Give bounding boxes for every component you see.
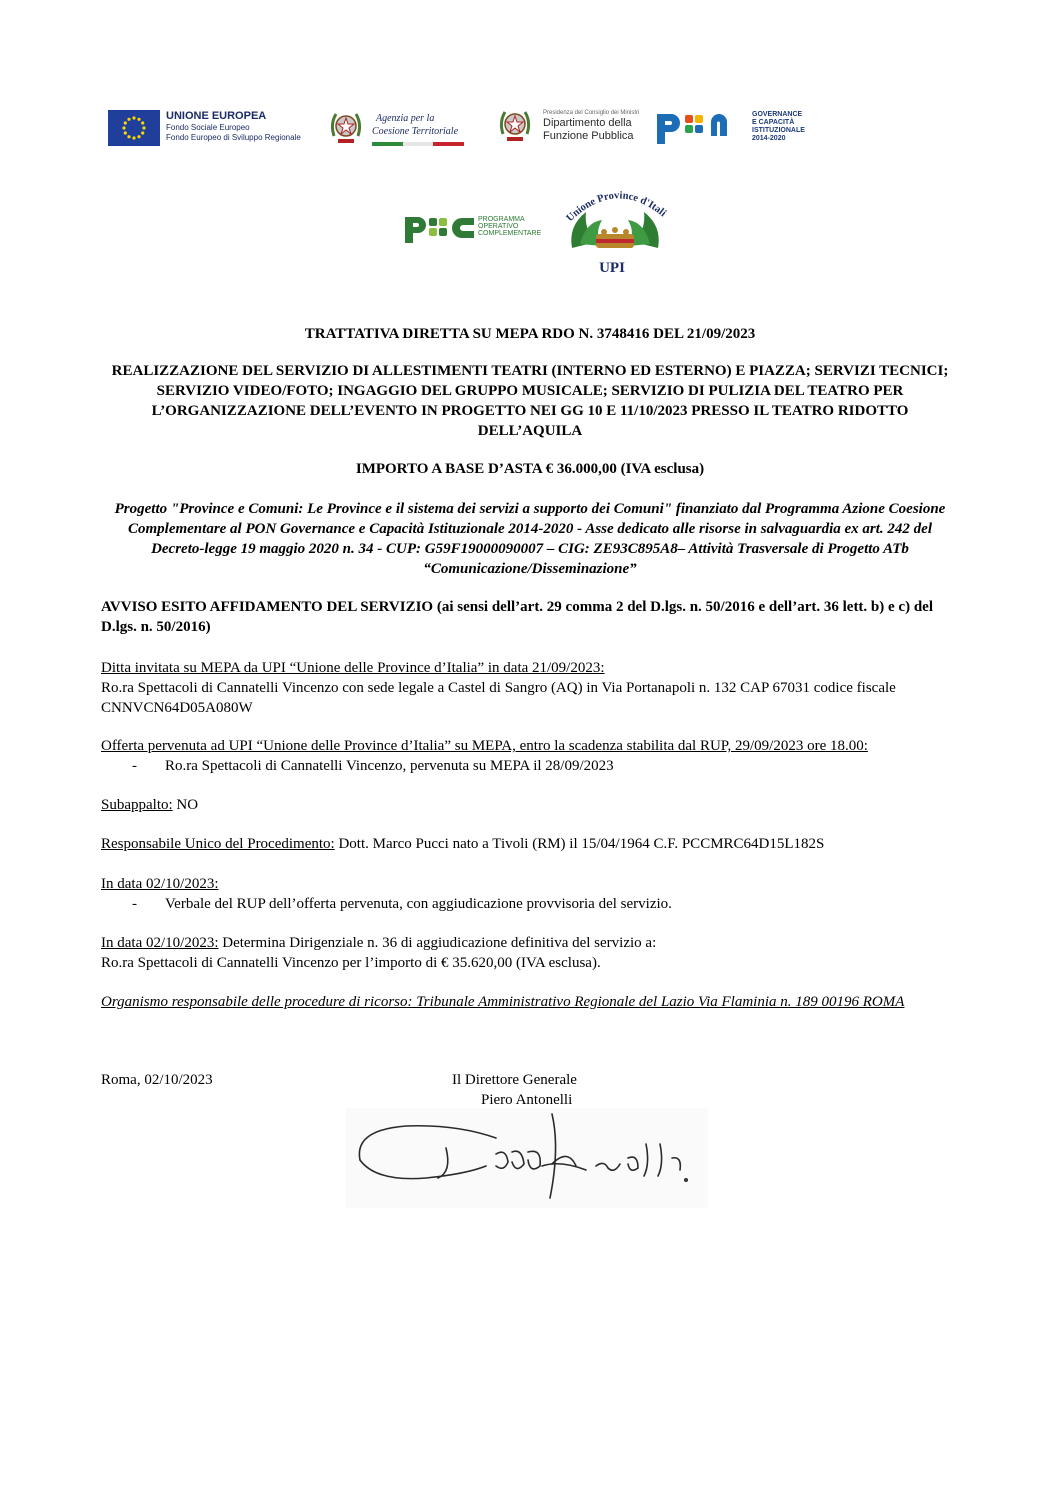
section-date2 xyxy=(101,933,961,973)
signer-name: Piero Antonelli xyxy=(481,1092,573,1108)
agency-line1: Agenzia per la xyxy=(376,113,435,124)
section-rup xyxy=(101,834,961,854)
offer-item: Ro.ra Spettacoli di Cannatelli Vincenzo, pervenuta su MEPA il 28/09/2023 xyxy=(165,758,614,774)
offer-list-item xyxy=(101,756,961,776)
poc-line1: PROGRAMMA xyxy=(478,216,525,223)
eu-line2: Fondo Europeo di Sviluppo Regionale xyxy=(166,133,301,142)
signature-image xyxy=(346,1108,708,1208)
doc-project: Progetto "Province e Comuni: Le Province e il sistema dei servizi a supporto dei Comuni" finanziato dal Programma Azione Coesione Complementare al PON Governance e Capacità Istituzionale 2014-2020 - Asse dedicato alle risorse in salvaguardia ex art. 242 del Decreto-legge 19 maggio 2020 n. 34 - CUP: G59F19000090007 – CIG: ZE93C895A8– Attività Trasversale di Progetto ATb “Comunicazione/Disseminazione” xyxy=(114,501,946,577)
pon-logo-icon xyxy=(655,110,747,148)
invited-text: Ro.ra Spettacoli di Cannatelli Vincenzo con sede legale a Castel di Sangro (AQ) in Via Portanapoli n. 132 CAP 67031 codice fiscale CNNVCN64D05A080W xyxy=(101,680,896,716)
dfp-line1: Dipartimento della xyxy=(543,117,632,129)
pon-line4: 2014-2020 xyxy=(752,135,786,142)
subcontract-value: NO xyxy=(172,797,199,813)
doc-subject: REALIZZAZIONE DEL SERVIZIO DI ALLESTIMENTI TEATRI (INTERNO ED ESTERNO) E PIAZZA; SERVIZI TECNICI; SERVIZIO VIDEO/FOTO; INGAGGIO DEL GRUPPO MUSICALE; SERVIZIO DI PULIZIA DEL TEATRO PER L’ORGANIZZAZIONE DELL’EVENTO IN PROGETTO NEI GG 10 E 11/10/2023 PRESSO IL TEATRO RIDOTTO DELL’AQUILA xyxy=(111,363,949,439)
dfp-small: Presidenza del Consiglio dei Ministri xyxy=(543,110,640,116)
pon-line1: GOVERNANCE xyxy=(752,111,803,118)
section-offer xyxy=(101,736,961,776)
dfp-line2: Funzione Pubblica xyxy=(543,130,634,142)
section-invited xyxy=(101,658,961,718)
date1-label: In data 02/10/2023: xyxy=(101,876,219,892)
offer-label: Offerta pervenuta ad UPI “Unione delle Province d’Italia” su MEPA, entro la scadenza stabilita dal RUP, 29/09/2023 ore 18.00: xyxy=(101,738,868,754)
upi-label: UPI xyxy=(599,260,625,276)
italian-tricolor-bar xyxy=(372,142,464,146)
upi-arc-text: Unione Province d'Itali xyxy=(564,190,668,225)
doc-title: TRATTATIVA DIRETTA SU MEPA RDO N. 3748416 DEL 21/09/2023 xyxy=(304,326,756,342)
agency-logo xyxy=(372,112,466,138)
doc-appeal: Organismo responsabile delle procedure di ricorso: Tribunale Amministrativo Regionale del Lazio Via Flaminia n. 189 00196 ROMA xyxy=(101,994,905,1010)
rup-label: Responsabile Unico del Procedimento: xyxy=(101,836,335,852)
date2-text: Determina Dirigenziale n. 36 di aggiudicazione definitiva del servizio a: xyxy=(218,935,657,951)
date2-label: In data 02/10/2023: xyxy=(101,935,219,951)
poc-text xyxy=(478,216,541,237)
list-dash: - xyxy=(132,896,137,912)
dfp-logo xyxy=(543,109,639,143)
italian-emblem-icon xyxy=(328,106,364,148)
agency-line2: Coesione Territoriale xyxy=(372,126,459,137)
eu-title: UNIONE EUROPEA xyxy=(166,110,267,122)
doc-notice: AVVISO ESITO AFFIDAMENTO DEL SERVIZIO (ai sensi dell’art. 29 comma 2 del D.lgs. n. 50/2016 e dell’art. 36 lett. b) e c) del D.lgs. n. 50/2016) xyxy=(101,599,933,635)
signer-role: Il Direttore Generale xyxy=(452,1072,577,1088)
list-dash: - xyxy=(132,758,137,774)
italian-emblem-icon xyxy=(497,104,533,146)
invited-label: Ditta invitata su MEPA da UPI “Unione delle Province d’Italia” in data 21/09/2023: xyxy=(101,660,605,676)
pon-line2: E CAPACITÀ xyxy=(752,119,795,126)
pon-line3: ISTITUZIONALE xyxy=(752,127,805,134)
eu-line1: Fondo Sociale Europeo xyxy=(166,123,250,132)
poc-logo-icon xyxy=(404,214,476,244)
date1-item: Verbale del RUP dell’offerta pervenuta, con aggiudicazione provvisoria del servizio. xyxy=(165,896,672,912)
pon-text xyxy=(752,111,805,143)
subcontract-label: Subappalto: xyxy=(101,797,173,813)
poc-line3: COMPLEMENTARE xyxy=(478,230,542,237)
date1-list-item xyxy=(101,894,961,914)
svg-text:Unione Province d'Italia xyxy=(562,186,668,224)
eu-flag-icon xyxy=(108,110,160,146)
doc-amount: IMPORTO A BASE D’ASTA € 36.000,00 (IVA esclusa) xyxy=(355,461,705,477)
section-subcontract xyxy=(101,795,961,815)
section-date1 xyxy=(101,874,961,914)
place-date: Roma, 02/10/2023 xyxy=(101,1072,213,1088)
rup-value: Dott. Marco Pucci nato a Tivoli (RM) il 15/04/1964 C.F. PCCMRC64D15L182S xyxy=(334,836,825,852)
poc-line2: OPERATIVO xyxy=(478,223,519,230)
date2-line2: Ro.ra Spettacoli di Cannatelli Vincenzo per l’importo di € 35.620,00 (IVA esclusa). xyxy=(101,955,601,971)
